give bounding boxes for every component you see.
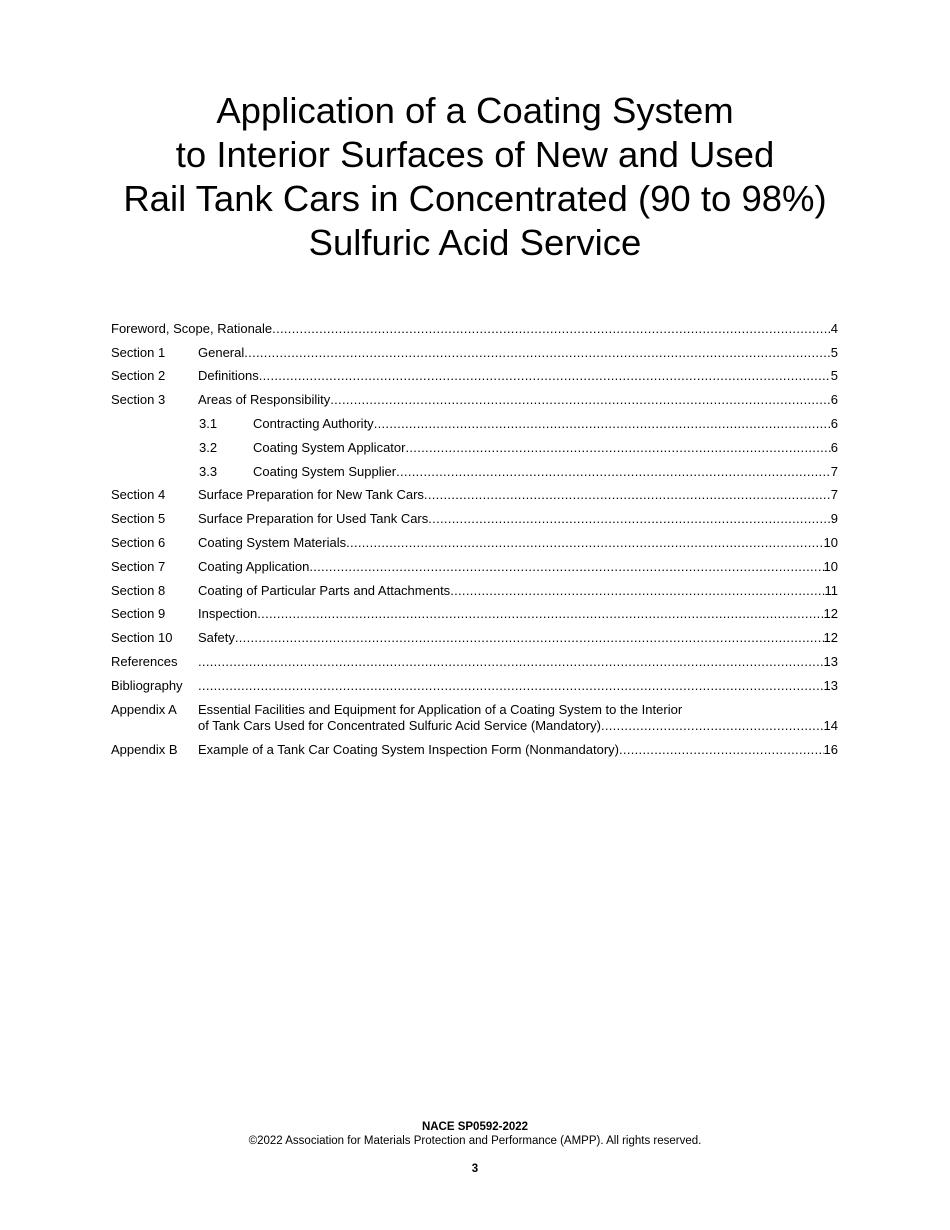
toc-entry-appendix-a[interactable] <box>111 694 838 734</box>
toc-entry-bibliography[interactable] <box>111 670 838 694</box>
toc-entry-title: Surface Preparation for New Tank Cars <box>198 487 424 503</box>
title-line-4: Sulfuric Acid Service <box>308 222 642 263</box>
dot-leader <box>424 487 831 503</box>
toc-entry-page: 5 <box>830 344 838 360</box>
dot-leader <box>396 464 831 480</box>
toc-entry-section-4[interactable] <box>111 480 838 504</box>
toc-entry-label: Bibliography <box>111 677 183 693</box>
dot-leader <box>428 511 831 527</box>
toc-entry-label: Section 6 <box>111 534 166 550</box>
toc-entry-label: Section 3 <box>111 392 166 408</box>
toc-entry-page: 5 <box>830 368 838 384</box>
toc-entry-label: Section 5 <box>111 511 166 527</box>
toc-entry-page: 16 <box>823 741 838 757</box>
toc-entry-number: 3.1 <box>199 415 218 431</box>
toc-entry-title: Surface Preparation for Used Tank Cars <box>198 511 429 527</box>
toc-entry-title-line-2: of Tank Cars Used for Concentrated Sulfuric Acid Service (Mandatory) <box>198 717 601 733</box>
toc-entry-title: Inspection <box>198 606 258 622</box>
toc-entry-title: Coating Application <box>198 558 310 574</box>
toc-entry-label: Section 1 <box>111 344 166 360</box>
dot-leader <box>259 368 831 384</box>
footer-copyright: ©2022 Association for Materials Protection and Performance (AMPP). All rights reserved. <box>248 1135 702 1147</box>
toc-entry-section-7[interactable] <box>111 551 838 575</box>
toc-entry-page: 13 <box>823 653 838 669</box>
toc-entry-title: Areas of Responsibility <box>198 392 331 408</box>
table-of-contents <box>111 313 838 758</box>
toc-entry-page: 10 <box>823 534 838 550</box>
toc-entry-title: Safety <box>198 630 235 646</box>
toc-entry-label: Appendix A <box>111 701 177 717</box>
toc-entry-subsection-3-1[interactable] <box>111 408 838 432</box>
document-title <box>0 89 950 265</box>
toc-entry-label: References <box>111 653 178 669</box>
toc-entry-subsection-3-2[interactable] <box>111 432 838 456</box>
toc-entry-page: 13 <box>823 677 838 693</box>
dot-leader <box>405 440 830 456</box>
dot-leader <box>330 392 831 408</box>
toc-entry-section-1[interactable] <box>111 337 838 361</box>
toc-entry-section-9[interactable] <box>111 599 838 623</box>
dot-leader <box>244 345 831 361</box>
toc-entry-title: Foreword, Scope, Rationale <box>111 320 273 336</box>
toc-entry-title: Definitions <box>198 368 259 384</box>
toc-entry-section-3[interactable] <box>111 384 838 408</box>
title-line-1: Application of a Coating System <box>216 90 734 131</box>
toc-entry-label: Section 10 <box>111 630 173 646</box>
toc-entry-title-line-1: Essential Facilities and Equipment for Application of a Coating System to the Interior <box>198 701 683 717</box>
toc-entry-page: 9 <box>830 511 838 527</box>
toc-entry-foreword[interactable] <box>111 313 838 337</box>
dot-leader <box>601 718 824 734</box>
toc-entry-section-5[interactable] <box>111 503 838 527</box>
footer-standard: NACE SP0592-2022 <box>421 1121 529 1133</box>
toc-entry-appendix-b[interactable] <box>111 734 838 758</box>
toc-entry-number: 3.3 <box>199 463 218 479</box>
dot-leader <box>198 654 824 670</box>
dot-leader <box>257 606 823 622</box>
toc-entry-label: Appendix B <box>111 741 178 757</box>
toc-entry-label: Section 8 <box>111 582 166 598</box>
toc-entry-section-8[interactable] <box>111 575 838 599</box>
toc-entry-page: 7 <box>830 487 838 503</box>
toc-entry-page: 4 <box>830 320 838 336</box>
dot-leader <box>272 321 831 337</box>
toc-entry-page: 12 <box>823 606 838 622</box>
toc-entry-page: 10 <box>823 558 838 574</box>
dot-leader <box>235 630 824 646</box>
toc-entry-references[interactable] <box>111 646 838 670</box>
title-line-3: Rail Tank Cars in Concentrated (90 to 98%) <box>123 178 827 219</box>
title-line-2: to Interior Surfaces of New and Used <box>175 134 775 175</box>
page-number: 3 <box>471 1163 479 1175</box>
dot-leader <box>198 678 824 694</box>
toc-entry-subsection-3-3[interactable] <box>111 456 838 480</box>
toc-entry-title: Contracting Authority <box>253 415 374 431</box>
toc-entry-title: Coating of Particular Parts and Attachments <box>198 582 451 598</box>
toc-entry-title: Coating System Supplier <box>253 463 397 479</box>
toc-entry-section-10[interactable] <box>111 622 838 646</box>
toc-entry-label: Section 7 <box>111 558 166 574</box>
toc-entry-title: Coating System Applicator <box>253 439 406 455</box>
dot-leader <box>374 416 831 432</box>
toc-entry-title: Example of a Tank Car Coating System Inspection Form (Nonmandatory) <box>198 741 619 757</box>
dot-leader <box>309 559 823 575</box>
toc-entry-page: 14 <box>823 717 838 733</box>
toc-entry-label: Section 9 <box>111 606 166 622</box>
dot-leader <box>450 583 824 599</box>
toc-entry-page: 6 <box>830 415 838 431</box>
dot-leader <box>619 742 824 758</box>
toc-entry-number: 3.2 <box>199 439 218 455</box>
toc-entry-page: 7 <box>830 463 838 479</box>
toc-entry-title: General <box>198 344 245 360</box>
toc-entry-page: 11 <box>824 582 838 598</box>
toc-entry-section-2[interactable] <box>111 361 838 385</box>
toc-entry-label: Section 4 <box>111 487 166 503</box>
toc-entry-page: 6 <box>830 392 838 408</box>
toc-entry-title: Coating System Materials <box>198 534 347 550</box>
toc-entry-section-6[interactable] <box>111 527 838 551</box>
toc-entry-page: 6 <box>830 439 838 455</box>
dot-leader <box>346 535 823 551</box>
toc-entry-label: Section 2 <box>111 368 166 384</box>
toc-entry-page: 12 <box>823 630 838 646</box>
